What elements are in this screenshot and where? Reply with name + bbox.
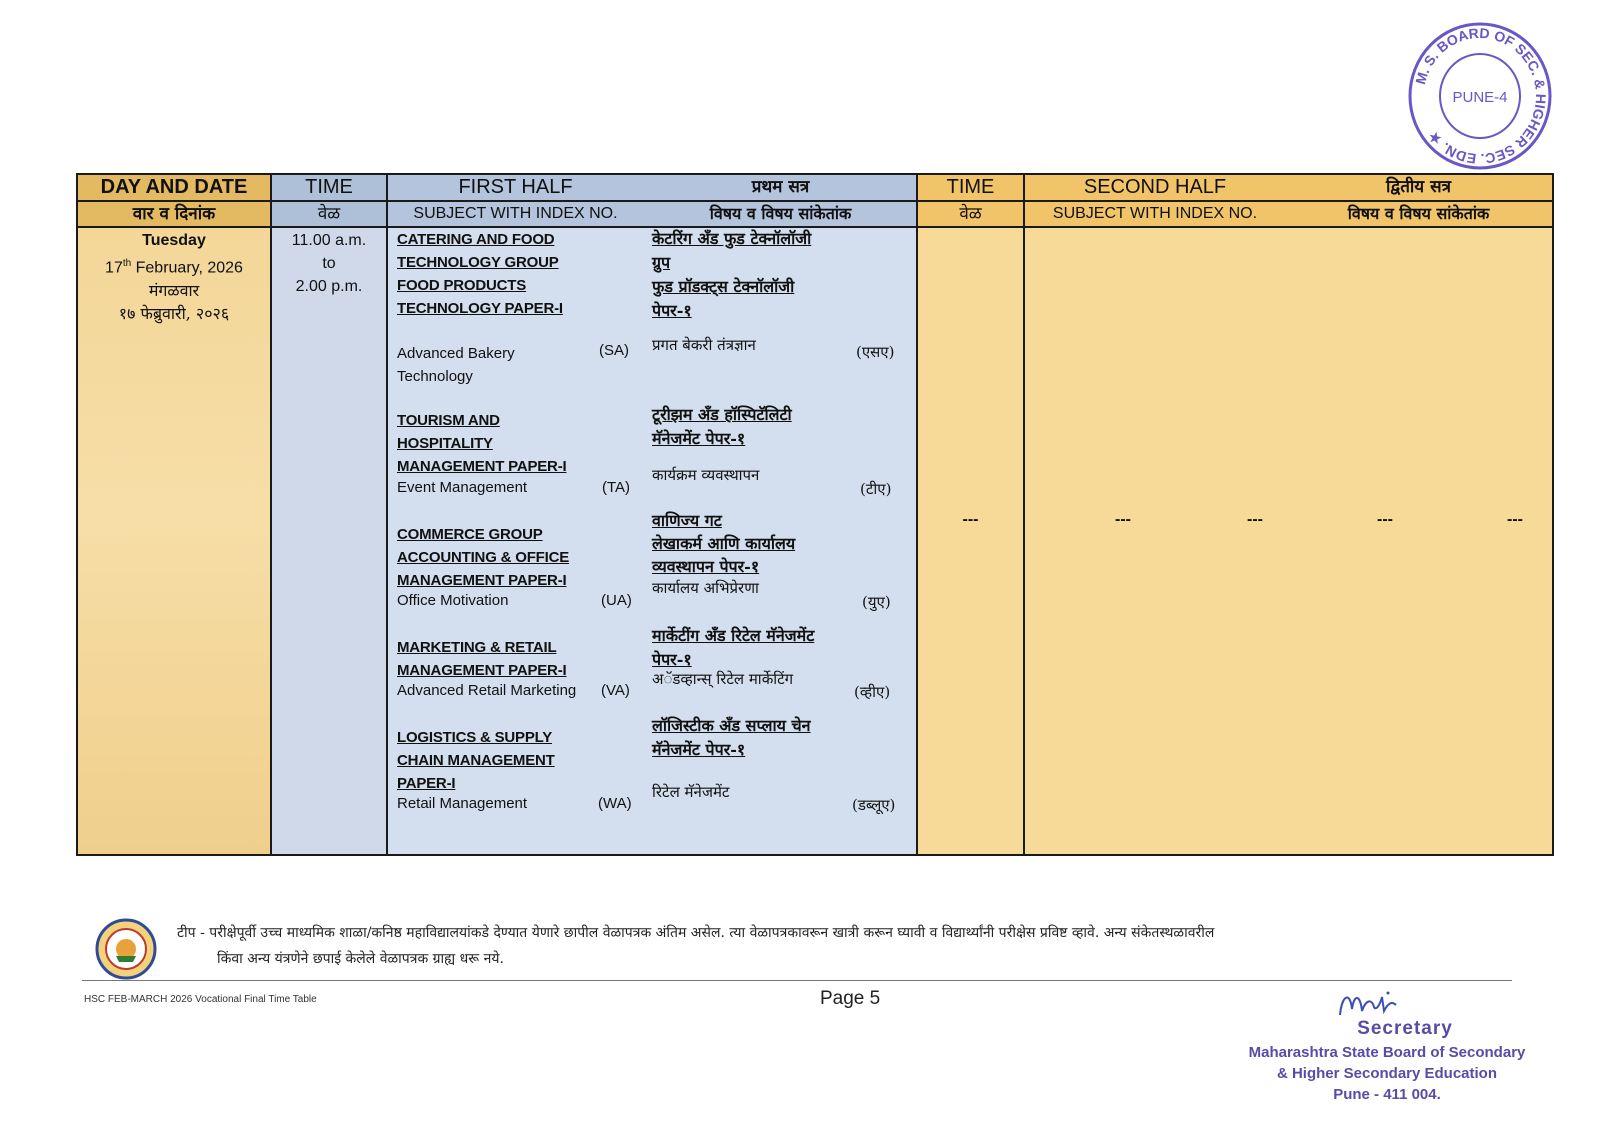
header-time-second-mr: वेळ <box>959 204 982 224</box>
header-time-second: TIME <box>946 176 995 198</box>
group-tourism-en: TOURISM AND HOSPITALITY MANAGEMENT PAPER-I <box>397 412 567 475</box>
subject-event-mr: कार्यक्रम व्यवस्थापन <box>652 466 760 484</box>
board-seal-stamp <box>1405 20 1555 172</box>
subject-event-management: Event Management <box>397 479 528 496</box>
time-from: 11.00 a.m. <box>291 232 367 249</box>
second-half-empty: --- <box>1377 511 1393 528</box>
footer-note-line2: किंवा अन्य यंत्रणेने छपाई केलेले वेळापत्रक ग्राह्य धरू नये. <box>217 951 504 967</box>
code-ta-mr: (टीए) <box>860 480 892 498</box>
timetable <box>76 173 1554 856</box>
svg-text:M. S. BOARD OF SEC. & HIGHER S: M. S. BOARD OF SEC. & HIGHER SEC. EDN. ★ <box>1412 24 1550 168</box>
group-commerce-mr: वाणिज्य गट लेखाकर्म आणि कार्यालय व्यवस्थापन पेपर-१ <box>652 511 796 576</box>
header-time-mr: वेळ <box>317 204 341 224</box>
subject-retail-marketing-mr: अॅडव्हान्स् रिटेल मार्केटिंग <box>652 670 794 688</box>
code-va-mr: (व्हीए) <box>854 683 891 701</box>
subject-office-mr: कार्यालय अभिप्रेरणा <box>652 579 759 597</box>
group-marketing-en: MARKETING & RETAIL MANAGEMENT PAPER-I <box>397 639 567 679</box>
second-half-empty: --- <box>1507 511 1523 528</box>
second-half-empty: --- <box>1247 511 1263 528</box>
code-wa: (WA) <box>598 795 632 812</box>
board-emblem-logo <box>95 918 157 980</box>
date-text-mr: १७ फेब्रुवारी, २०२६ <box>118 304 230 324</box>
footer-note <box>177 920 1497 972</box>
header-time: TIME <box>305 176 353 198</box>
date-text: 17th February, 2026 <box>105 258 243 277</box>
header-second-half: SECOND HALF <box>1083 176 1227 198</box>
group-logistics-en: LOGISTICS & SUPPLY CHAIN MANAGEMENT PAPER-I <box>397 729 555 792</box>
time-second-empty: --- <box>962 511 979 528</box>
header-subject-index: SUBJECT WITH INDEX NO. <box>413 205 618 222</box>
page-number: Page 5 <box>820 988 881 1009</box>
column-time <box>272 175 388 854</box>
day-name-mr: मंगळवार <box>148 281 200 301</box>
code-sa-mr: (एसए) <box>856 343 895 361</box>
group-logistics-mr: लॉजिस्टीक अँड सप्लाय चेन मॅनेजमेंट पेपर-१ <box>652 716 811 759</box>
second-half-empty: --- <box>1115 511 1131 528</box>
code-wa-mr: (डब्लूए) <box>852 796 896 814</box>
subject-retail-management-mr: रिटेल मॅनेजमेंट <box>652 783 730 801</box>
secretary-title: Secretary <box>1357 1018 1453 1039</box>
group-catering-mr: केटरिंग अँड फुड टेक्नॉलॉजी ग्रुप फुड प्रॉडक्ट्स टेक्नॉलॉजी पेपर-१ <box>652 229 812 320</box>
subject-retail-management: Retail Management <box>397 795 528 812</box>
day-name: Tuesday <box>142 232 206 249</box>
code-ua-mr: (युए) <box>862 593 891 611</box>
footer-note-line1: टीप - परीक्षेपूर्वी उच्च माध्यमिक शाळा/कनिष्ठ महाविद्यालयांकडे देण्यात येणारे छापील वेळापत्रक अंतिम असेल. त्या वेळापत्रकावरून खात्री करून घ्यावी व विद्यार्थ्यांनी परीक्षेस प्रविष्ट व्हावे. अन्य संकेतस्थळावरील <box>177 925 1215 941</box>
code-va: (VA) <box>601 682 630 699</box>
column-time-second <box>918 175 1025 854</box>
header-day-date-mr: वार व दिनांक <box>132 204 216 224</box>
subject-advanced-bakery: Advanced Bakery Technology <box>397 345 515 385</box>
column-day-date <box>78 175 272 854</box>
group-tourism-mr: टूरीझम अँड हॉस्पिटॅलिटी मॅनेजमेंट पेपर-१ <box>652 405 792 448</box>
document-footer-title: HSC FEB-MARCH 2026 Vocational Final Time Table <box>84 994 317 1005</box>
code-ua: (UA) <box>601 592 632 609</box>
header-second-half-mr: द्वितीय सत्र <box>1386 177 1451 197</box>
subject-advanced-retail: Advanced Retail Marketing <box>397 682 577 699</box>
header-first-half-mr: प्रथम सत्र <box>751 177 810 197</box>
header-subject-index-second-mr: विषय व विषय सांकेतांक <box>1347 204 1490 223</box>
header-first-half: FIRST HALF <box>458 176 573 198</box>
subject-bakery-mr: प्रगत बेकरी तंत्रज्ञान <box>652 336 756 354</box>
header-subject-index-second: SUBJECT WITH INDEX NO. <box>1052 205 1258 222</box>
time-cell <box>272 229 386 298</box>
column-first-half <box>388 175 918 854</box>
column-second-half <box>1025 175 1552 854</box>
subject-office-motivation: Office Motivation <box>397 592 509 609</box>
footer-divider <box>82 980 1512 981</box>
group-marketing-mr: मार्केटींग अँड रिटेल मॅनेजमेंट पेपर-१ <box>652 626 815 669</box>
seal-center-text: PUNE-4 <box>1452 89 1508 106</box>
time-end: 2.00 p.m. <box>295 278 363 295</box>
code-ta: (TA) <box>602 479 631 496</box>
group-commerce-en: COMMERCE GROUP ACCOUNTING & OFFICE MANAGEMENT PAPER-I <box>397 526 570 589</box>
time-to: to <box>322 255 336 272</box>
group-catering-en: CATERING AND FOOD TECHNOLOGY GROUP FOOD PRODUCTS TECHNOLOGY PAPER-I <box>397 231 563 317</box>
header-subject-index-mr: विषय व विषय सांकेतांक <box>709 204 852 223</box>
secretary-organization: Maharashtra State Board of Secondary & Higher Secondary Education Pune - 411 004. <box>1248 1044 1526 1103</box>
day-date-cell <box>78 229 270 325</box>
header-day-date: DAY AND DATE <box>100 176 248 198</box>
code-sa: (SA) <box>599 342 629 359</box>
